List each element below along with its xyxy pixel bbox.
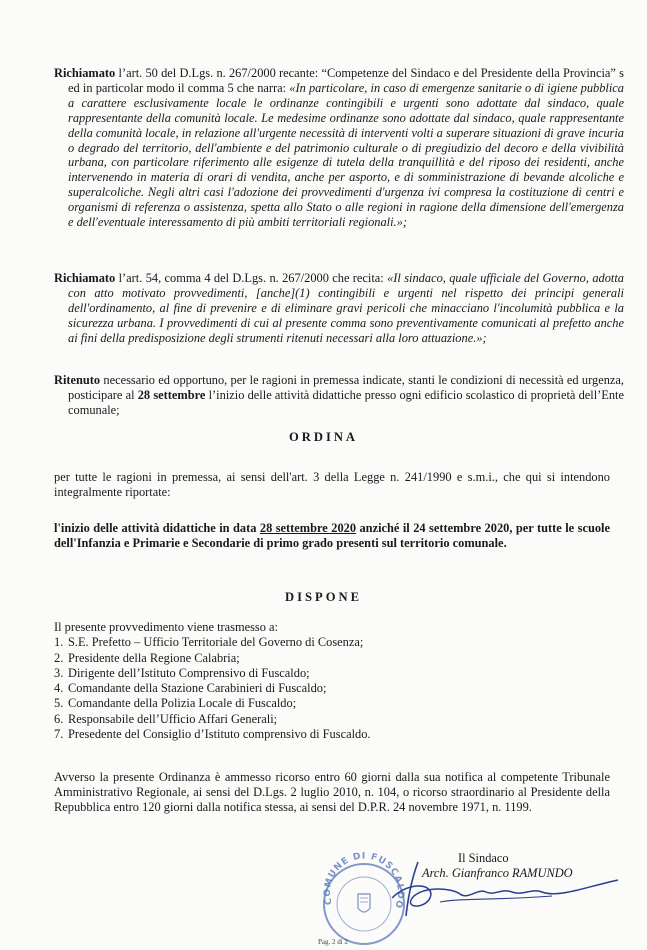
paragraph-lead: Ritenuto	[54, 373, 101, 387]
ordina-decision	[54, 521, 610, 551]
quoted-law-text: «In particolare, in caso di emergenze sanitarie o di igiene pubblica a carattere esclusivamente locale le ordinanze contingibili e urgenti sono adottate dal sindaco, quale rappresentante della comunità locale. Le medesime ordinanze sono adottate dal sindaco, quale rappresentante della comunità locale, in relazione all'urgente necessità di interventi volti a superare situazioni di grave incuria o degrado del territorio, dell'ambiente e del patrimonio culturale o di pregiudizio del decoro e della vivibilità urbana, con particolare riferimento alle esigenze di tutela della tranquillità e del riposo dei residenti, anche intervenendo in materia di orari di vendita, anche per asporto, e di somministrazione di bevande alcoliche e superalcoliche. Negli altri casi l'adozione dei provvedimenti d'urgenza ivi compresa la costituzione di centri e organismi di referenza o assistenza, spetta allo Stato o alle regioni in ragione della dimensione dell'emergenza e dell'eventuale interessamento di più ambiti territoriali regionali.»;	[68, 80, 624, 230]
paragraph-text: l’inizio delle attività didattiche presso ogni edificio scolastico di proprietà dell’Ente comunale;	[68, 387, 625, 417]
list-item-number: 2.	[54, 650, 64, 665]
decision-text: l'inizio delle attività didattiche in data	[54, 521, 260, 535]
list-item-text: Comandante della Stazione Carabinieri di Fuscaldo;	[68, 681, 327, 696]
list-item-number: 1.	[54, 635, 64, 650]
list-item-text: Dirigente dell’Istituto Comprensivo di Fuscaldo;	[68, 665, 310, 680]
recipients-list	[54, 620, 610, 742]
decision-text: anziché il 24 settembre 2020, per tutte le scuole dell'Infanzia e Primarie e Secondarie di primo grado presenti sul territorio comunale	[54, 521, 610, 550]
paragraph-richiamato-art54	[54, 271, 624, 346]
paragraph-text: l’art. 54, comma 4 del D.Lgs. n. 267/2000 che recita:	[115, 271, 388, 285]
list-item-text: Presedente del Consiglio d’Istituto comprensivo di Fuscaldo.	[68, 727, 371, 742]
list-item-number: 5.	[54, 696, 64, 711]
list-item-number: 3.	[54, 665, 64, 680]
list-item	[54, 635, 610, 650]
handwritten-signature-icon	[382, 858, 622, 920]
heading-ordina: ORDINA	[288, 430, 359, 444]
paragraph-lead: Richiamato	[54, 66, 116, 80]
signatory-title: Il Sindaco	[458, 851, 509, 865]
list-item-number: 6.	[54, 711, 64, 726]
paragraph-richiamato-art50	[54, 66, 624, 230]
paragraph-ricorso: Avverso la presente Ordinanza è ammesso ricorso entro 60 giorni dalla sua notifica al competente Tribunale Amministrativo Regionale, ai sensi del D.Lgs. 2 luglio 2010, n. 104, o ricorso straordinario al Presidente della Repubblica entro 120 giorni dalla notifica stessa, ai sensi del D.P.R. 24 novembre 1971, n. 1199.	[54, 770, 610, 814]
svg-text:COMUNE DI FUSCALDO: COMUNE DI FUSCALDO	[322, 851, 406, 910]
paragraph-lead: Richiamato	[54, 271, 116, 285]
heading-dispone: DISPONE	[285, 590, 362, 604]
list-item-text: Responsabile dell’Ufficio Affari Generali;	[68, 711, 278, 726]
list-item-text: Presidente della Regione Calabria;	[68, 650, 240, 665]
list-item	[54, 681, 610, 696]
paragraph-ritenuto	[54, 373, 624, 418]
list-item	[54, 696, 610, 711]
list-item	[54, 651, 610, 666]
list-item	[54, 727, 610, 742]
list-item-text: Comandante della Polizia Locale di Fuscaldo;	[68, 696, 297, 711]
page-number: Pag. 2 di 2	[318, 938, 348, 946]
decision-text: .	[503, 535, 507, 550]
paragraph-text: necessario ed opportuno, per le ragioni in premessa indicate, stanti le condizioni di necessità ed urgenza, posticipare al	[68, 373, 624, 402]
bold-date: 28 settembre	[137, 387, 206, 402]
ordina-intro: per tutte le ragioni in premessa, ai sensi dell'art. 3 della Legge n. 241/1990 e s.m.i., che qui si intendono integralmente riportate:	[54, 470, 610, 499]
signatory-name: Arch. Gianfranco RAMUNDO	[422, 866, 573, 880]
list-item-number: 7.	[54, 727, 64, 742]
list-intro: Il presente provvedimento viene trasmesso a:	[54, 620, 278, 634]
list-item-text: S.E. Prefetto – Ufficio Territoriale del Governo di Cosenza;	[68, 635, 364, 650]
quoted-law-text: «Il sindaco, quale ufficiale del Governo, adotta con atto motivato provvedimenti, [anche](1) contingibili e urgenti nel rispetto dei principi generali dell'ordinamento, al fine di prevenire e di eliminare gravi pericoli che minacciano l'incolumità pubblica e la sicurezza urbana. I provvedimenti di cui al presente comma sono preventivamente comunicati al prefetto anche ai fini della predisposizione degli strumenti ritenuti necessari alla loro attuazione.»;	[68, 271, 624, 345]
paragraph-text: l’art. 50 del D.Lgs. n. 267/2000 recante: “Competenze del Sindaco e del Presidente della Provincia” s ed in particolar modo il comma 5 che narra:	[68, 66, 624, 95]
list-item-number: 4.	[54, 681, 64, 696]
list-item	[54, 712, 610, 727]
list-item	[54, 666, 610, 681]
decision-date: 28 settembre 2020	[259, 521, 357, 535]
